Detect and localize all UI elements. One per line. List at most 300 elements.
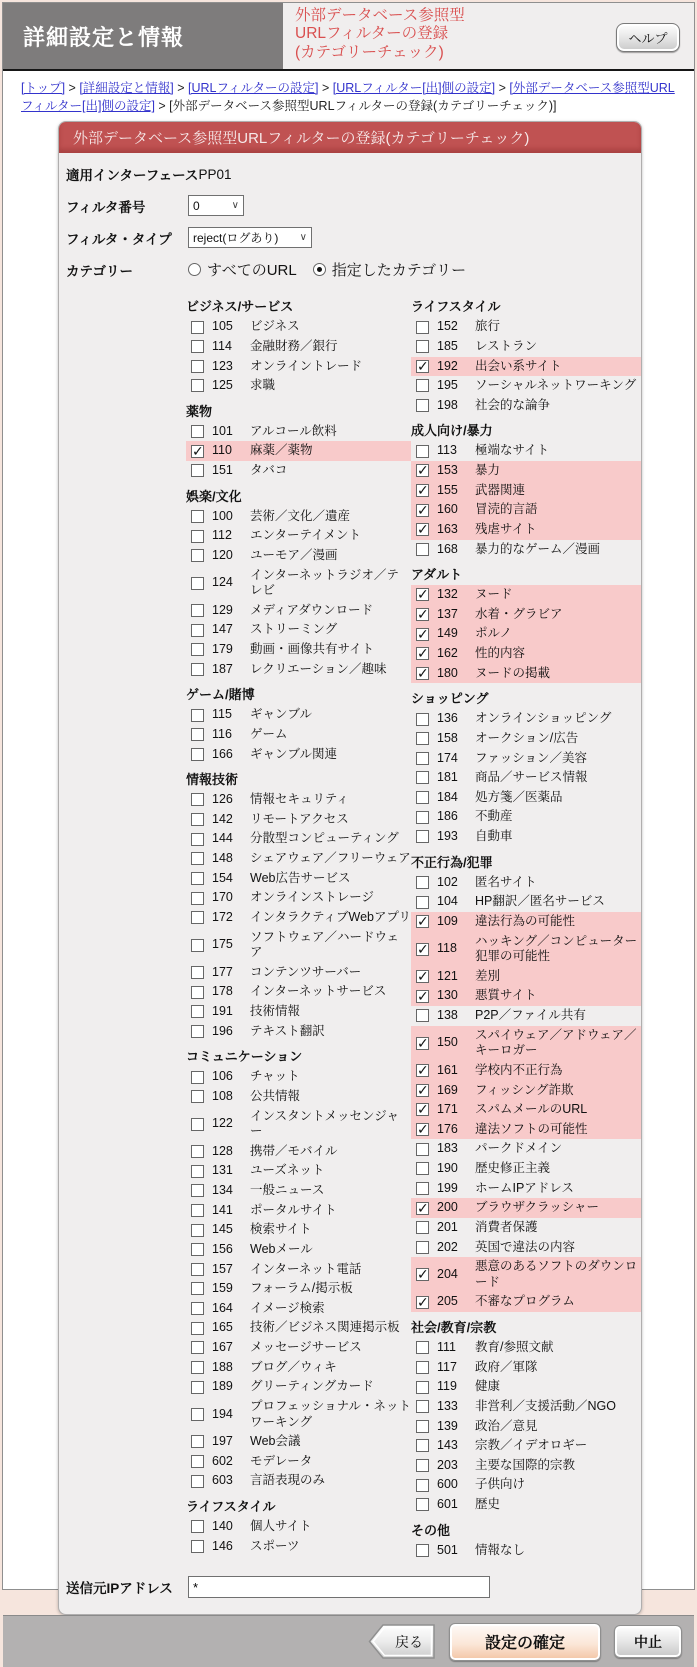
category-code: 138 xyxy=(437,1008,458,1022)
category-checkbox[interactable] xyxy=(416,811,429,824)
category-checkbox[interactable] xyxy=(191,321,204,334)
category-label-text: 暴力 xyxy=(475,463,501,477)
category-code: 126 xyxy=(212,792,233,807)
category-checkbox[interactable] xyxy=(191,577,204,590)
category-code: 175 xyxy=(212,937,233,952)
category-checkbox[interactable] xyxy=(191,1071,204,1084)
breadcrumb: [トップ] > [詳細設定と情報] > [URLフィルターの設定] > [URLフィルター[出]側の設定] > [外部データベース参照型URLフィルター[出]側の設定] > [外部データベース参照型URLフィルターの登録(カテゴリーチェック)] xyxy=(3,71,694,119)
category-label-text: 個人サイト xyxy=(250,1519,312,1533)
category-code: 154 xyxy=(212,870,233,885)
category-item-row xyxy=(186,376,411,396)
category-code: 181 xyxy=(437,770,458,785)
category-label-text: 技術情報 xyxy=(250,1004,301,1018)
category-label-text: オンラインストレージ xyxy=(250,890,375,905)
filter-number-value: 0 xyxy=(193,198,200,213)
category-label-text: オンラインショッピング xyxy=(475,711,612,726)
category-item-row xyxy=(186,357,411,377)
category-checkbox[interactable] xyxy=(191,604,204,617)
category-label-text: 自動車 xyxy=(475,829,513,843)
category-label-text: 求職 xyxy=(250,378,276,393)
category-section-heading: 不正行為/犯罪 xyxy=(411,854,493,870)
category-code: 174 xyxy=(437,750,458,765)
category-section-heading: ライフスタイル xyxy=(411,299,501,315)
category-code: 185 xyxy=(437,338,458,353)
category-code: 161 xyxy=(437,1062,458,1077)
page-title-line3: (カテゴリーチェック) xyxy=(295,43,444,61)
category-checkbox[interactable] xyxy=(416,464,429,477)
category-label-text: リモートアクセス xyxy=(250,811,349,826)
category-checkbox[interactable] xyxy=(416,1361,429,1374)
breadcrumb-item[interactable]: [URLフィルターの設定] xyxy=(188,81,319,95)
category-code: 145 xyxy=(212,1222,233,1237)
category-checkbox[interactable] xyxy=(416,1221,429,1234)
category-checkbox[interactable] xyxy=(191,425,204,438)
category-checkbox[interactable] xyxy=(191,966,204,979)
category-checkbox[interactable] xyxy=(416,943,429,956)
filter-type-value: reject(ログあり) xyxy=(193,231,279,246)
category-item-row xyxy=(411,932,641,967)
category-section-heading: 成人向け/暴力 xyxy=(411,423,493,439)
category-code: 200 xyxy=(437,1200,458,1215)
category-code: 155 xyxy=(437,482,458,497)
category-code: 188 xyxy=(212,1359,233,1374)
breadcrumb-item[interactable]: [トップ] xyxy=(21,81,66,95)
category-label-text: 武器関連 xyxy=(475,482,526,497)
filter-type-select[interactable] xyxy=(188,227,312,248)
category-checkbox[interactable] xyxy=(191,1184,204,1197)
category-label-text: 携帯／モバイル xyxy=(250,1143,338,1158)
category-label-text: 技術／ビジネス関連掲示板 xyxy=(250,1320,400,1335)
category-label-text: パークドメイン xyxy=(475,1141,563,1156)
category-checkbox[interactable] xyxy=(191,1341,204,1354)
category-label-text: 子供向け xyxy=(475,1477,526,1492)
category-code: 153 xyxy=(437,463,458,477)
category-item-row xyxy=(186,507,411,527)
category-checkbox[interactable] xyxy=(416,791,429,804)
category-checkbox[interactable] xyxy=(191,1025,204,1038)
category-code: 164 xyxy=(212,1300,233,1315)
category-checkbox[interactable] xyxy=(416,1420,429,1433)
category-checkbox[interactable] xyxy=(416,1268,429,1281)
category-label-text: 芸術／文化／遺産 xyxy=(250,508,351,523)
category-label-text: 非営利／支援活動／NGO xyxy=(475,1398,616,1413)
category-item-row xyxy=(186,1517,411,1537)
category-checkbox[interactable] xyxy=(191,1408,204,1421)
category-item-row xyxy=(186,1181,411,1201)
breadcrumb-item[interactable]: [外部データベース参照型URLフィルター[出]側の設定] xyxy=(21,81,675,114)
category-checkbox[interactable] xyxy=(416,340,429,353)
category-checkbox[interactable] xyxy=(416,1009,429,1022)
category-checkbox[interactable] xyxy=(416,752,429,765)
category-checkbox[interactable] xyxy=(416,1037,429,1050)
category-code: 146 xyxy=(212,1538,233,1553)
category-checkbox[interactable] xyxy=(191,1322,204,1335)
category-code: 139 xyxy=(437,1418,458,1433)
category-label-text: フィッシング詐欺 xyxy=(475,1082,574,1097)
category-checkbox[interactable] xyxy=(416,647,429,660)
category-code: 187 xyxy=(212,661,233,676)
category-checkbox[interactable] xyxy=(416,1143,429,1156)
category-checkbox[interactable] xyxy=(191,445,204,458)
confirm-button[interactable]: 設定の確定 xyxy=(449,1623,601,1661)
category-label-text: チャット xyxy=(250,1069,300,1084)
category-label-text: 商品／サービス情報 xyxy=(475,770,588,785)
category-checkbox[interactable] xyxy=(416,1162,429,1175)
category-code: 191 xyxy=(212,1004,233,1018)
category-label-text: 学校内不正行為 xyxy=(475,1062,563,1077)
filter-number-select[interactable] xyxy=(188,195,244,216)
category-checkbox[interactable] xyxy=(416,667,429,680)
category-label-text: ユーズネット xyxy=(250,1163,325,1178)
category-checkbox[interactable] xyxy=(416,588,429,601)
category-item-row xyxy=(186,1358,411,1378)
category-item-row xyxy=(411,1257,641,1292)
category-section-heading: 娯楽/文化 xyxy=(186,488,242,504)
category-code: 204 xyxy=(437,1266,458,1281)
category-checkbox[interactable] xyxy=(191,1118,204,1131)
category-checkbox[interactable] xyxy=(416,1341,429,1354)
filter-type-row xyxy=(66,227,641,248)
category-code: 178 xyxy=(212,984,233,999)
category-code: 199 xyxy=(437,1180,458,1195)
category-radio[interactable] xyxy=(188,263,201,276)
category-code: 128 xyxy=(212,1143,233,1158)
category-code: 131 xyxy=(212,1163,233,1178)
category-item-row xyxy=(186,1002,411,1022)
category-checkbox[interactable] xyxy=(191,663,204,676)
category-label-text: ソーシャルネットワーキング xyxy=(475,378,637,393)
category-item-row xyxy=(186,1318,411,1338)
category-item-row xyxy=(411,317,641,337)
category-item-row xyxy=(186,1299,411,1319)
category-checkbox[interactable] xyxy=(416,1123,429,1136)
category-radio[interactable] xyxy=(313,263,326,276)
category-section-heading: 社会/教育/宗教 xyxy=(411,1320,497,1335)
category-checkbox[interactable] xyxy=(191,340,204,353)
category-checkbox[interactable] xyxy=(416,876,429,889)
category-item-row xyxy=(411,1475,641,1495)
category-checkbox[interactable] xyxy=(416,1439,429,1452)
category-item-row xyxy=(411,768,641,788)
category-label-text: フォーラム/掲示板 xyxy=(250,1281,353,1296)
category-section-heading: 情報技術 xyxy=(186,772,239,788)
category-label-text: 金融財務／銀行 xyxy=(250,338,338,353)
category-checkbox[interactable] xyxy=(416,1064,429,1077)
category-label-text: オークション/広告 xyxy=(475,730,579,745)
category-checkbox[interactable] xyxy=(191,1282,204,1295)
category-code: 186 xyxy=(437,809,458,824)
category-checkbox[interactable] xyxy=(191,793,204,806)
category-code: 159 xyxy=(212,1281,233,1296)
category-label-text: 政治／意見 xyxy=(475,1418,538,1433)
breadcrumb-item: [外部データベース参照型URLフィルターの登録(カテゴリーチェック)] xyxy=(169,99,557,114)
category-section-heading: ビジネス/サービス xyxy=(186,299,294,315)
category-item-row xyxy=(186,725,411,745)
category-item-row xyxy=(186,1087,411,1107)
chevron-down-icon: ∨ xyxy=(231,200,239,212)
category-code: 165 xyxy=(212,1320,233,1335)
category-checkbox[interactable] xyxy=(416,608,429,621)
category-checkbox[interactable] xyxy=(191,360,204,373)
category-checkbox[interactable] xyxy=(191,643,204,656)
category-item-row xyxy=(186,810,411,830)
category-item-row xyxy=(411,337,641,357)
category-checkbox[interactable] xyxy=(416,896,429,909)
category-checkbox[interactable] xyxy=(416,990,429,1003)
category-code: 179 xyxy=(212,642,233,656)
category-checkbox[interactable] xyxy=(191,911,204,924)
category-item-row xyxy=(411,729,641,749)
category-checkbox[interactable] xyxy=(191,1090,204,1103)
category-item-row xyxy=(411,1495,641,1515)
category-label-text: P2P／ファイル共有 xyxy=(475,1008,586,1022)
category-label-text: 健康 xyxy=(475,1379,501,1394)
category-checkbox[interactable] xyxy=(191,1381,204,1394)
category-item-row xyxy=(411,664,641,684)
category-column-left xyxy=(186,291,411,1560)
category-checkbox[interactable] xyxy=(416,445,429,458)
category-label-text: ブラウザクラッシャー xyxy=(475,1200,600,1215)
category-label-text: エンターテイメント xyxy=(250,528,362,543)
breadcrumb-item[interactable]: [URLフィルター[出]側の設定] xyxy=(332,81,496,95)
chevron-down-icon: ∨ xyxy=(299,232,307,244)
category-code: 122 xyxy=(212,1116,233,1131)
category-item-row xyxy=(186,660,411,680)
category-item-row xyxy=(411,1139,641,1159)
category-item-row xyxy=(186,963,411,983)
back-button[interactable] xyxy=(368,1623,436,1660)
category-checkbox[interactable] xyxy=(191,1145,204,1158)
category-checkbox[interactable] xyxy=(416,1498,429,1511)
category-item-row xyxy=(411,461,641,481)
category-label-text: 消費者保護 xyxy=(475,1219,538,1234)
category-checkbox[interactable] xyxy=(191,1224,204,1237)
category-checkbox[interactable] xyxy=(191,464,204,477)
category-label-text: ヌード xyxy=(475,587,513,602)
cancel-button[interactable]: 中止 xyxy=(614,1625,682,1658)
category-code: 170 xyxy=(212,890,233,905)
category-checkbox[interactable] xyxy=(191,379,204,392)
category-checkbox[interactable] xyxy=(416,484,429,497)
category-checkbox[interactable] xyxy=(191,1435,204,1448)
category-checkbox[interactable] xyxy=(191,549,204,562)
category-checkbox[interactable] xyxy=(191,1520,204,1533)
category-code: 177 xyxy=(212,964,233,979)
category-checkbox[interactable] xyxy=(191,1475,204,1488)
category-label-text: 残虐サイト xyxy=(475,521,537,536)
back-button-label: 戻る xyxy=(395,1634,423,1651)
category-checkbox[interactable] xyxy=(416,970,429,983)
category-label-text: ユーモア／漫画 xyxy=(250,547,338,562)
category-code: 134 xyxy=(212,1183,233,1197)
category-checkbox[interactable] xyxy=(416,1381,429,1394)
category-checkbox[interactable] xyxy=(191,852,204,865)
category-checkbox[interactable] xyxy=(191,1263,204,1276)
category-label-text: 性的内容 xyxy=(475,646,526,660)
category-code: 130 xyxy=(437,988,458,1003)
category-label-text: スポーツ xyxy=(250,1538,300,1553)
source-ip-row xyxy=(66,1576,641,1598)
category-item-row xyxy=(411,1100,641,1120)
category-code: 121 xyxy=(437,968,458,983)
category-code: 501 xyxy=(437,1542,458,1557)
category-item-row xyxy=(186,1432,411,1452)
category-label-text: 冒涜的言語 xyxy=(475,502,538,517)
category-checkbox[interactable] xyxy=(191,1540,204,1553)
category-code: 141 xyxy=(212,1202,233,1217)
category-checkbox[interactable] xyxy=(416,628,429,641)
category-item-row xyxy=(186,461,411,481)
category-label-text: 言語表現のみ xyxy=(250,1473,326,1488)
category-label-text: 不審なプログラム xyxy=(475,1294,575,1309)
category-item-row xyxy=(186,620,411,640)
category-code: 158 xyxy=(437,730,458,745)
category-checkbox[interactable] xyxy=(191,530,204,543)
category-checkbox[interactable] xyxy=(416,1103,429,1116)
category-radio-label: 指定したカテゴリー xyxy=(331,262,467,280)
category-checkbox[interactable] xyxy=(416,1202,429,1215)
category-label-text: アルコール飲料 xyxy=(250,423,337,438)
category-item-row xyxy=(186,869,411,889)
category-checkbox[interactable] xyxy=(416,543,429,556)
category-item-row xyxy=(186,1377,411,1397)
category-checkbox[interactable] xyxy=(416,504,429,517)
category-checkbox[interactable] xyxy=(416,321,429,334)
category-item-row xyxy=(186,1201,411,1221)
category-code: 136 xyxy=(437,711,458,726)
category-checkbox[interactable] xyxy=(416,1400,429,1413)
category-label-text: 悪質サイト xyxy=(475,988,537,1003)
category-code: 603 xyxy=(212,1473,233,1488)
category-label-text: 出会い系サイト xyxy=(475,358,562,373)
category-item-row xyxy=(186,1022,411,1042)
category-checkbox[interactable] xyxy=(191,624,204,637)
category-checkbox[interactable] xyxy=(416,732,429,745)
source-ip-input[interactable] xyxy=(188,1576,490,1598)
breadcrumb-item[interactable]: [詳細設定と情報] xyxy=(79,81,174,95)
footer-bar xyxy=(3,1615,694,1667)
category-label-text: インターネットサービス xyxy=(250,984,387,999)
category-checkbox[interactable] xyxy=(191,1204,204,1217)
category-checkbox[interactable] xyxy=(191,939,204,952)
category-checkbox[interactable] xyxy=(416,1182,429,1195)
category-label-text: スパムメールのURL xyxy=(475,1102,588,1117)
category-code: 101 xyxy=(212,423,233,438)
category-checkbox[interactable] xyxy=(191,1165,204,1178)
category-checkbox[interactable] xyxy=(191,1302,204,1315)
category-label-text: ゲーム xyxy=(250,726,288,741)
category-checkbox[interactable] xyxy=(191,748,204,761)
category-checkbox[interactable] xyxy=(191,1243,204,1256)
category-checkbox[interactable] xyxy=(191,1361,204,1374)
category-label-text: 英国で違法の内容 xyxy=(475,1239,576,1254)
category-item-row xyxy=(186,790,411,810)
category-section-heading: ゲーム/賭博 xyxy=(186,687,255,703)
category-label-text: 違法ソフトの可能性 xyxy=(475,1121,588,1136)
category-checkbox[interactable] xyxy=(191,728,204,741)
category-item-row xyxy=(411,1397,641,1417)
category-checkbox[interactable] xyxy=(416,399,429,412)
category-code: 104 xyxy=(437,894,458,909)
category-item-row xyxy=(186,888,411,908)
category-code: 112 xyxy=(212,528,232,543)
category-label-text: 主要な国際的宗教 xyxy=(475,1457,576,1472)
help-button[interactable]: ヘルプ xyxy=(616,23,680,52)
category-checkbox[interactable] xyxy=(191,892,204,905)
category-code: 167 xyxy=(212,1340,233,1354)
category-code: 156 xyxy=(212,1241,233,1256)
category-checkbox[interactable] xyxy=(416,1084,429,1097)
category-item-row xyxy=(411,749,641,769)
category-checkbox[interactable] xyxy=(416,1296,429,1309)
category-code: 194 xyxy=(212,1406,233,1421)
category-item-row xyxy=(411,605,641,625)
category-label-text: インターネット電話 xyxy=(250,1261,362,1276)
category-checkbox[interactable] xyxy=(416,1479,429,1492)
category-checkbox[interactable] xyxy=(416,1459,429,1472)
category-item-row xyxy=(186,526,411,546)
category-item-row xyxy=(186,1338,411,1358)
category-checkbox[interactable] xyxy=(191,813,204,826)
category-label-text: スパイウェア／アドウェア／キーロガー xyxy=(475,1027,637,1058)
category-item-row xyxy=(411,1120,641,1140)
category-label-text: イメージ検索 xyxy=(250,1300,325,1315)
category-code: 202 xyxy=(437,1239,458,1254)
category-code: 133 xyxy=(437,1398,458,1413)
category-label-text: グリーティングカード xyxy=(250,1379,374,1394)
category-checkbox[interactable] xyxy=(416,523,429,536)
category-code: 205 xyxy=(437,1294,458,1309)
source-ip-label: 送信元IPアドレス xyxy=(66,1581,173,1597)
category-checkbox[interactable] xyxy=(416,830,429,843)
category-checkbox[interactable] xyxy=(191,986,204,999)
category-checkbox[interactable] xyxy=(416,360,429,373)
category-checkbox[interactable] xyxy=(191,709,204,722)
category-code: 196 xyxy=(212,1023,233,1038)
category-item-row xyxy=(186,1397,411,1432)
category-checkbox[interactable] xyxy=(191,872,204,885)
category-checkbox[interactable] xyxy=(416,713,429,726)
category-item-row xyxy=(411,1026,641,1061)
category-item-row xyxy=(411,1198,641,1218)
category-checkbox[interactable] xyxy=(416,1241,429,1254)
category-label-text: シェアウェア／フリーウェア xyxy=(250,851,411,865)
category-code: 125 xyxy=(212,378,233,393)
category-checkbox[interactable] xyxy=(191,1005,204,1018)
category-code: 602 xyxy=(212,1453,233,1468)
category-code: 193 xyxy=(437,829,458,843)
category-checkbox[interactable] xyxy=(416,1544,429,1557)
category-checkbox[interactable] xyxy=(191,510,204,523)
category-checkbox[interactable] xyxy=(416,915,429,928)
category-checkbox[interactable] xyxy=(416,771,429,784)
category-checkbox[interactable] xyxy=(191,833,204,846)
category-item-row xyxy=(186,829,411,849)
category-code: 106 xyxy=(212,1069,233,1084)
page-frame xyxy=(2,2,695,1653)
category-code: 183 xyxy=(437,1141,458,1156)
category-label-text: ポルノ xyxy=(475,626,513,641)
category-checkbox[interactable] xyxy=(416,379,429,392)
category-code: 109 xyxy=(437,913,458,928)
category-item-row xyxy=(411,1292,641,1312)
category-code: 201 xyxy=(437,1219,458,1234)
category-code: 176 xyxy=(437,1121,458,1136)
category-item-row xyxy=(186,1161,411,1181)
category-code: 189 xyxy=(212,1379,233,1394)
category-item-row xyxy=(186,1240,411,1260)
category-checkbox[interactable] xyxy=(191,1455,204,1468)
